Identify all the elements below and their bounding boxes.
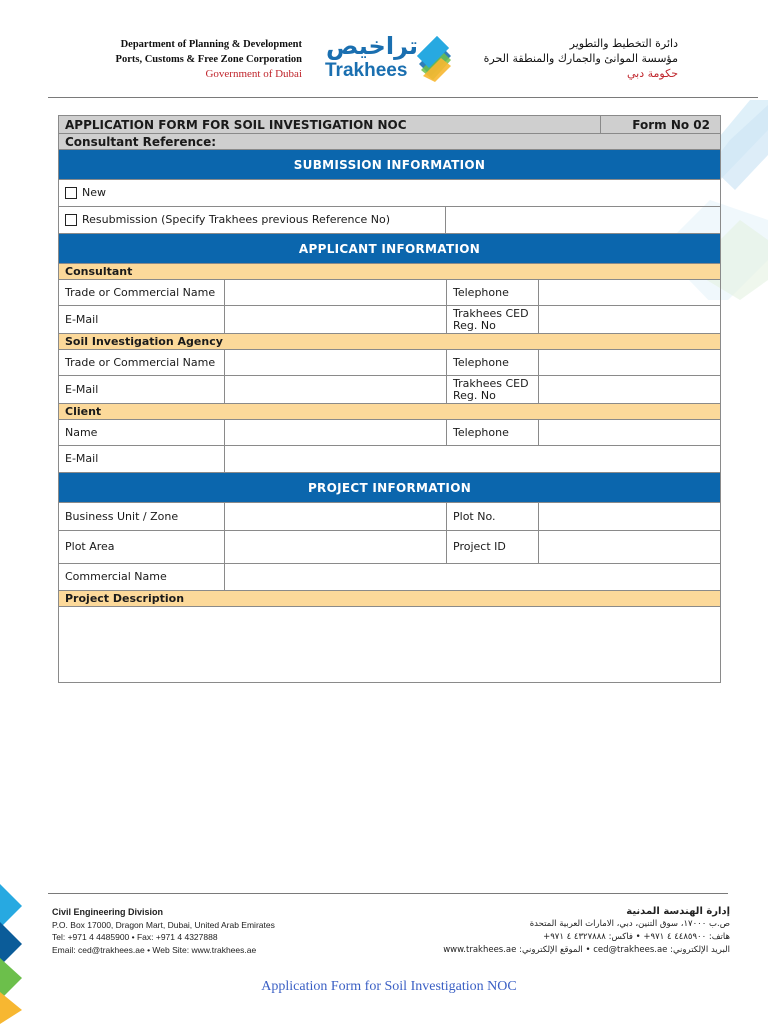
- corporation-name: Ports, Customs & Free Zone Corporation: [115, 53, 302, 65]
- resubmission-row: [59, 207, 720, 234]
- new-submission-row: [59, 180, 720, 207]
- agency-telephone-field[interactable]: [539, 350, 720, 375]
- consultant-telephone-label: Telephone: [447, 280, 539, 305]
- resubmission-label: Resubmission (Specify Trakhees previous Reference No): [82, 213, 391, 226]
- consultant-reference-label: Consultant Reference:: [65, 134, 217, 149]
- client-name-row: [59, 420, 720, 446]
- agency-trade-name-label: Trade or Commercial Name: [59, 350, 225, 375]
- consultant-email-label: E-Mail: [59, 306, 225, 333]
- department-name: Department of Planning & Development: [120, 39, 302, 50]
- header-divider: [48, 97, 758, 98]
- form-title: APPLICATION FORM FOR SOIL INVESTIGATION NOC: [59, 116, 601, 133]
- document-footer-title: Application Form for Soil Investigation NOC: [261, 979, 517, 994]
- email-website-arabic: البريد الإلكتروني: ced@trakhees.ae • الموقع الإلكتروني: www.trakhees.ae: [443, 945, 730, 955]
- agency-trade-name-field[interactable]: [225, 350, 447, 375]
- project-id-label: Project ID: [447, 531, 539, 563]
- project-id-field[interactable]: [539, 531, 720, 563]
- agency-ced-reg-label: Trakhees CED Reg. No: [447, 376, 539, 403]
- agency-subheader: Soil Investigation Agency: [59, 334, 720, 350]
- logo-arabic-text: تراخيص: [326, 32, 419, 60]
- new-label: New: [82, 186, 106, 199]
- footer-divider: [48, 893, 728, 894]
- footer-contact-english: [52, 906, 275, 956]
- agency-email-row: [59, 376, 720, 404]
- consultant-email-field[interactable]: [225, 306, 447, 333]
- agency-email-field[interactable]: [225, 376, 447, 403]
- tel-fax-arabic: هاتف: ٤٤٨٥٩٠٠ ٤ ٩٧١+ • فاكس: ٤٣٢٧٨٨٨ ٤ ٩٧١+: [543, 932, 730, 942]
- postal-address: P.O. Box 17000, Dragon Mart, Dubai, United Arab Emirates: [52, 919, 275, 930]
- client-telephone-label: Telephone: [447, 420, 539, 445]
- new-option[interactable]: [59, 180, 720, 206]
- trakhees-logo-icon: [413, 26, 453, 82]
- footer-contact-arabic: [430, 905, 730, 957]
- client-email-field[interactable]: [225, 446, 720, 472]
- consultant-trade-name-field[interactable]: [225, 280, 447, 305]
- plot-no-label: Plot No.: [447, 503, 539, 530]
- tel-fax: Tel: +971 4 4485900 • Fax: +971 4 4327888: [52, 932, 218, 942]
- consultant-trade-row: [59, 280, 720, 306]
- commercial-name-label: Commercial Name: [59, 564, 225, 590]
- agency-email-label: E-Mail: [59, 376, 225, 403]
- agency-trade-row: [59, 350, 720, 376]
- email-website: Email: ced@trakhees.ae • Web Site: www.trakhees.ae: [52, 944, 257, 955]
- resubmission-checkbox[interactable]: [65, 214, 77, 226]
- consultant-ced-reg-field[interactable]: [539, 306, 720, 333]
- consultant-subheader: Consultant: [59, 264, 720, 280]
- business-unit-label: Business Unit / Zone: [59, 503, 225, 530]
- project-description-subheader: Project Description: [59, 591, 720, 607]
- client-subheader: Client: [59, 404, 720, 420]
- soil-investigation-form: [58, 115, 721, 683]
- agency-telephone-label: Telephone: [447, 350, 539, 375]
- plot-no-field[interactable]: [539, 503, 720, 530]
- division-name: Civil Engineering Division: [52, 907, 164, 917]
- header-right-org-block-arabic: [468, 36, 678, 81]
- submission-section-header: SUBMISSION INFORMATION: [59, 150, 720, 180]
- form-title-row: [59, 116, 720, 134]
- division-name-arabic: إدارة الهندسة المدنية: [626, 906, 730, 917]
- decorative-chevrons-bottom-left: [0, 878, 30, 1024]
- logo-english-text: Trakhees: [325, 60, 408, 81]
- consultant-reference-row: [59, 134, 720, 150]
- consultant-ced-reg-label: Trakhees CED Reg. No: [447, 306, 539, 333]
- business-unit-field[interactable]: [225, 503, 447, 530]
- form-number: Form No 02: [632, 117, 710, 132]
- header-left-org-block: [116, 38, 302, 82]
- business-unit-row: [59, 503, 720, 531]
- plot-area-field[interactable]: [225, 531, 447, 563]
- new-checkbox[interactable]: [65, 187, 77, 199]
- resubmission-option[interactable]: [59, 207, 446, 233]
- client-email-label: E-Mail: [59, 446, 225, 472]
- commercial-name-field[interactable]: [225, 564, 720, 590]
- postal-address-arabic: ص.ب ١٧٠٠٠، سوق التنين، دبي، الامارات العربية المتحدة: [529, 919, 730, 929]
- client-email-row: [59, 446, 720, 473]
- agency-ced-reg-field[interactable]: [539, 376, 720, 403]
- client-name-label: Name: [59, 420, 225, 445]
- client-name-field[interactable]: [225, 420, 447, 445]
- commercial-name-row: [59, 564, 720, 591]
- government-name-arabic: حكومة دبي: [627, 67, 678, 80]
- government-name: Government of Dubai: [205, 68, 302, 80]
- consultant-telephone-field[interactable]: [539, 280, 720, 305]
- client-telephone-field[interactable]: [539, 420, 720, 445]
- plot-area-row: [59, 531, 720, 564]
- project-section-header: PROJECT INFORMATION: [59, 473, 720, 503]
- corporation-name-arabic: مؤسسة الموانئ والجمارك والمنطقة الحرة: [483, 52, 678, 65]
- consultant-email-row: [59, 306, 720, 334]
- plot-area-label: Plot Area: [59, 531, 225, 563]
- consultant-trade-name-label: Trade or Commercial Name: [59, 280, 225, 305]
- department-name-arabic: دائرة التخطيط والتطوير: [569, 37, 678, 50]
- previous-reference-field[interactable]: [446, 207, 720, 233]
- project-description-field[interactable]: [59, 607, 720, 683]
- applicant-section-header: APPLICANT INFORMATION: [59, 234, 720, 264]
